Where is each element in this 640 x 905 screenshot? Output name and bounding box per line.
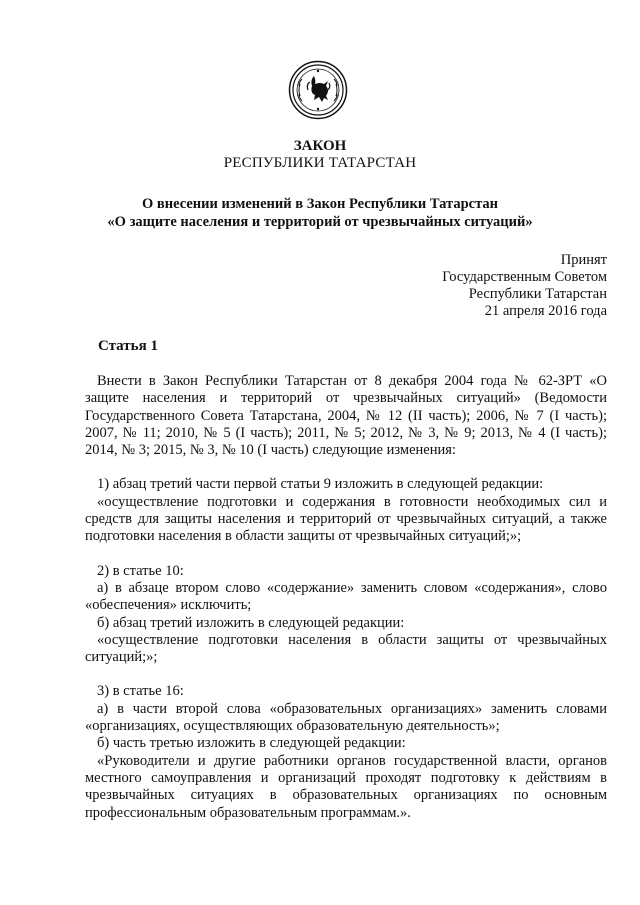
item-3-text: «Руководители и другие работники органов государственной власти, органов местного самоуправления и организаций проходят подготовку к действиям в чрезвычайных ситуациях в образовательных организациях по основным профессиональным образовательным программам.». bbox=[85, 752, 607, 821]
item-1-instruction: 1) абзац третий части первой статьи 9 изложить в следующей редакции: bbox=[97, 476, 544, 493]
law-subtitle-line1: О внесении изменений в Закон Республики Татарстан bbox=[142, 196, 498, 212]
item-2-text: «осуществление подготовки населения в области защиты от чрезвычайных ситуаций;»; bbox=[85, 631, 607, 666]
law-subtitle-line2: «О защите населения и территорий от чрезвычайных ситуаций» bbox=[107, 214, 533, 230]
adoption-block bbox=[442, 252, 607, 320]
adopted-label: Принят bbox=[560, 252, 607, 268]
item-3-instruction: 3) в статье 16: bbox=[97, 683, 184, 700]
article-heading: Статья 1 bbox=[98, 338, 158, 354]
law-title: ЗАКОН bbox=[293, 138, 347, 154]
adoption-date: 21 апреля 2016 года bbox=[484, 303, 607, 319]
republic-name: РЕСПУБЛИКИ ТАТАРСТАН bbox=[223, 155, 417, 171]
item-3-subitem-b: б) часть третью изложить в следующей редакции: bbox=[97, 735, 406, 752]
item-2-subitem-b: б) абзац третий изложить в следующей редакции: bbox=[97, 614, 405, 631]
article-intro: Внести в Закон Республики Татарстан от 8 декабря 2004 года № 62-ЗРТ «О защите населения и территорий от чрезвычайных ситуаций» (Ведомости Государственного Совета Татарстана, 2004, № 12 (II часть); 2006, № 7 (I часть); 2007, № 11; 2010, № 5 (I часть); 2011, № 5; 2012, № 3, № 9; 2013, № 4 (I часть); 2014, № 3; 2015, № 3, № 10 (I часть) следующие изменения: bbox=[85, 373, 607, 459]
item-3-subitem-a: а) в части второй слова «образовательных организациях» заменить словами «организациях, осуществляющих образовательную деятельность»; bbox=[85, 700, 607, 735]
article-body bbox=[85, 373, 607, 822]
tatarstan-coat-of-arms-icon bbox=[288, 60, 348, 120]
item-1-text: «осуществление подготовки и содержания в готовности необходимых сил и средств для защиты населения и территорий от чрезвычайных ситуаций, а также подготовки населения в области защиты от чрезвычайных ситуаций;»; bbox=[85, 493, 607, 545]
adopted-by: Государственным Советом bbox=[442, 269, 607, 285]
item-2-subitem-a: а) в абзаце втором слово «содержание» заменить словом «содержания», слово «обеспечения» исключить; bbox=[85, 579, 607, 614]
item-2-instruction: 2) в статье 10: bbox=[97, 562, 184, 579]
adopted-body: Республики Татарстан bbox=[468, 286, 607, 302]
